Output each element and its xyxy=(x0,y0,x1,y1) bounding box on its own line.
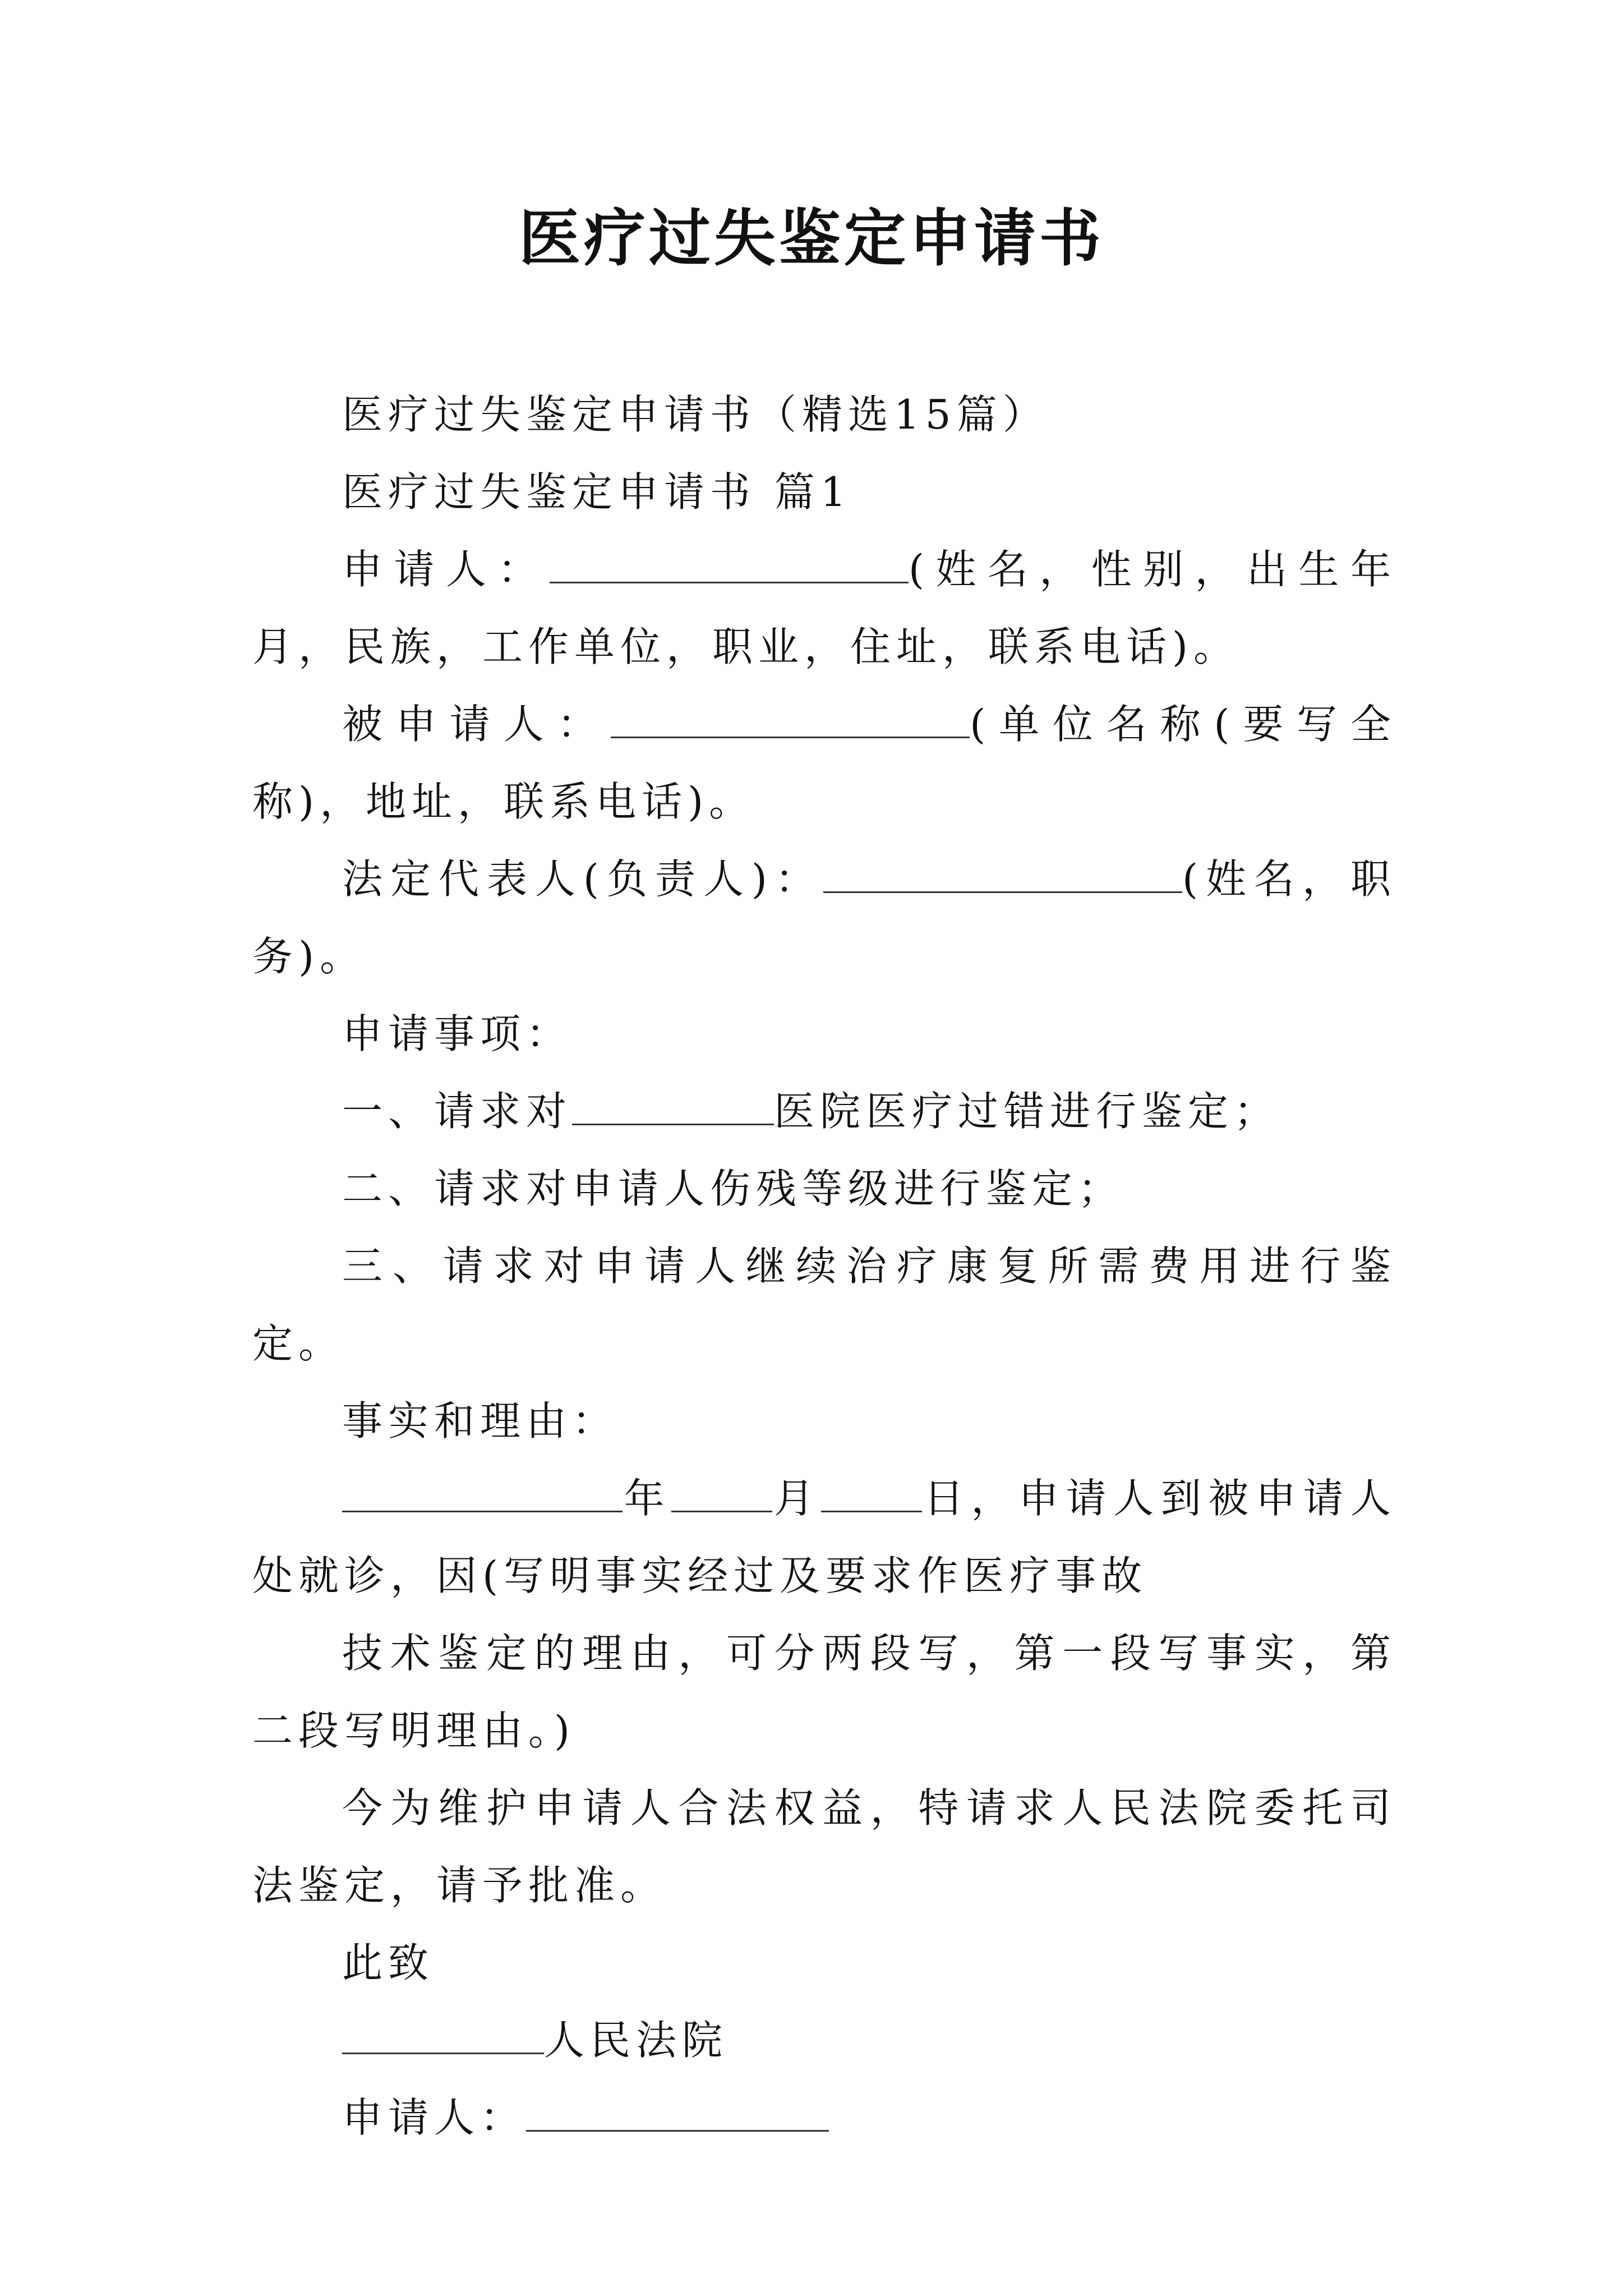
facts-heading: 事实和理由： xyxy=(342,1397,619,1444)
legal-rep-label: 法定代表人(负责人)： xyxy=(342,855,823,903)
section-heading: 医疗过失鉴定申请书 篇1 xyxy=(342,468,852,516)
signature-blank xyxy=(526,2091,829,2132)
closing-request: 今为维护申请人合法权益，特请求人民法院委托司法鉴定，请予批准。 xyxy=(252,1784,1396,1909)
salutation: 此致 xyxy=(342,1939,435,1986)
legal-rep-paragraph xyxy=(252,840,1396,995)
court-blank xyxy=(342,2013,544,2054)
month-label: 月 xyxy=(772,1475,822,1522)
day-text: 日，申请人到被申请人处就诊，因(写明事实经过及要求作医疗事故 xyxy=(252,1475,1396,1599)
applicant-blank xyxy=(550,542,909,583)
year-blank xyxy=(342,1471,623,1512)
facts-continue: 技术鉴定的理由，可分两段写，第一段写事实，第二段写明理由。) xyxy=(252,1630,1396,1754)
year-label: 年 xyxy=(623,1475,672,1522)
legal-rep-blank xyxy=(823,852,1182,893)
applicant-note: (姓名，性别，出生年月，民族，工作单位，职业，住址，联系电话)。 xyxy=(252,546,1396,670)
document-title: 医疗过失鉴定申请书 xyxy=(519,202,1104,274)
applicant-paragraph xyxy=(252,531,1396,685)
court-line xyxy=(252,2001,1396,2079)
request-1 xyxy=(252,1073,1396,1150)
applicant-label: 申请人： xyxy=(342,546,550,593)
respondent-blank xyxy=(611,697,970,738)
signature-line xyxy=(252,2079,1396,2156)
respondent-label: 被申请人： xyxy=(342,701,611,748)
signature-label: 申请人： xyxy=(342,2094,527,2141)
court-suffix: 人民法院 xyxy=(544,2017,728,2064)
facts-paragraph xyxy=(252,1460,1396,1614)
month-blank xyxy=(671,1471,772,1512)
legal-rep-note: (姓名，职务)。 xyxy=(252,855,1396,980)
document-body xyxy=(252,376,1396,2156)
requests-heading: 申请事项： xyxy=(342,1010,573,1057)
respondent-paragraph xyxy=(252,685,1396,840)
respondent-note: (单位名称(要写全称)，地址，联系电话)。 xyxy=(252,701,1396,825)
request-1-suffix: 医院医疗过错进行鉴定； xyxy=(774,1088,1280,1135)
request-3: 三、请求对申请人继续治疗康复所需费用进行鉴定。 xyxy=(252,1243,1396,1367)
subtitle: 医疗过失鉴定申请书（精选15篇） xyxy=(342,391,1049,438)
request-2: 二、请求对申请人伤残等级进行鉴定； xyxy=(342,1165,1124,1212)
request-1-prefix: 一、请求对 xyxy=(342,1088,573,1135)
hospital-blank xyxy=(572,1084,774,1125)
day-blank xyxy=(821,1471,922,1512)
